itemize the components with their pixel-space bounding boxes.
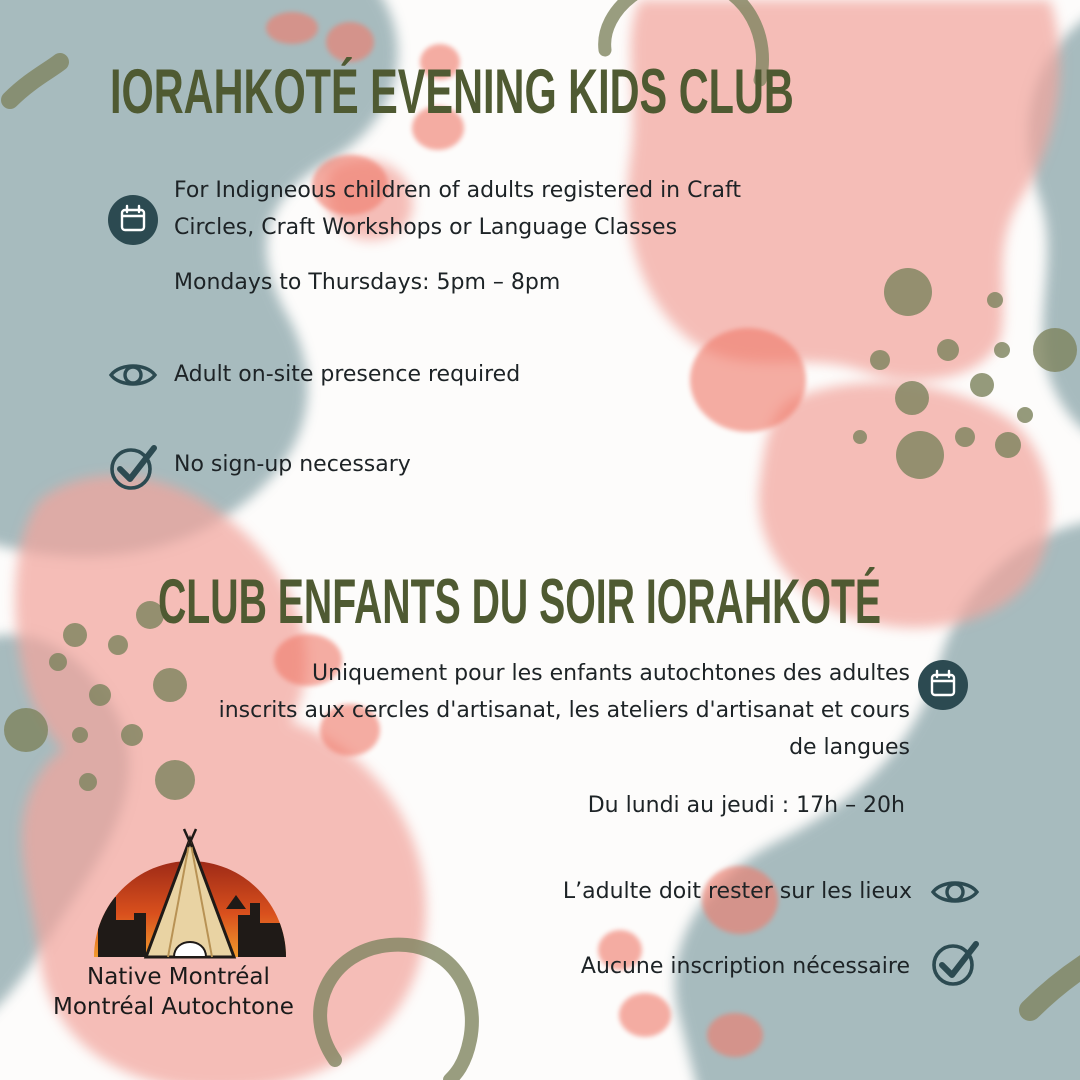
native-montreal-logo [50,825,340,1025]
tipi-skyline-emblem [50,825,340,965]
calendar-icon [108,195,158,245]
english-eligibility-line1: For Indigneous children of adults registered in Craft [174,178,741,203]
french-eligibility-line2: inscrits aux cercles d'artisanat, les ateliers d'artisanat et cours [218,698,910,723]
english-eligibility-line2: Circles, Craft Workshops or Language Classes [174,215,678,240]
english-title: IORAHKOTÉ EVENING KIDS CLUB [110,56,794,127]
logo-line1: Native Montréal [87,964,270,990]
french-signup: Aucune inscription nécessaire [580,954,910,979]
checkmark-icon [930,938,980,988]
logo-line2: Montréal Autochtone [53,994,294,1020]
french-schedule: Du lundi au jeudi : 17h – 20h [587,793,905,818]
french-title: CLUB ENFANTS DU SOIR IORAHKOTÉ [158,566,882,637]
eye-icon [108,358,158,392]
french-eligibility-line3: de langues [789,735,910,760]
french-eligibility-line1: Uniquement pour les enfants autochtones des adultes [311,661,910,686]
english-signup: No sign-up necessary [174,452,411,477]
checkmark-icon [108,442,158,492]
english-schedule: Mondays to Thursdays: 5pm – 8pm [174,270,561,295]
calendar-icon [918,660,968,710]
english-presence: Adult on-site presence required [174,362,521,387]
eye-icon [930,875,980,909]
french-presence: L’adulte doit rester sur les lieux [562,879,912,904]
